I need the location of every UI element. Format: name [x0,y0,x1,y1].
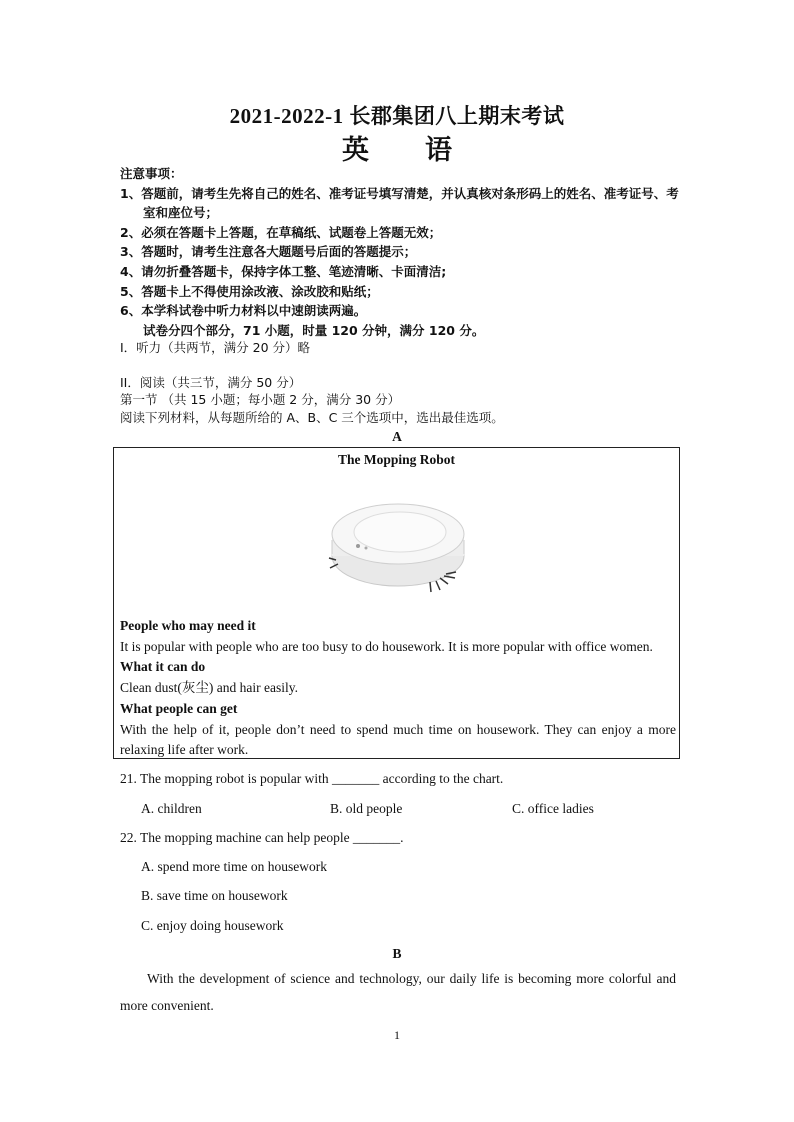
notes-heading: 注意事项： [120,166,183,181]
q22-option-c: C. enjoy doing housework [141,918,284,933]
exam-notes [120,164,690,340]
exam-title: 2021-2022-1 长郡集团八上期末考试 [229,104,565,128]
q21-option-b: B. old people [330,801,403,816]
note-item: 5、答题卡上不得使用涂改液、涂改胶和贴纸； [120,283,379,299]
note-item: 2、必须在答题卡上答题，在草稿纸、试题卷上答题无效； [120,224,442,240]
subject-char-1: 英 [342,135,369,166]
subject-char-2: 语 [425,135,452,166]
q22-option-a: A. spend more time on housework [141,859,327,874]
part2-heading: II．阅读（共三节，满分 50 分） [120,375,302,390]
note-item: 3、答题时，请考生注意各大题题号后面的答题提示； [120,244,417,260]
notes-extra: 试卷分四个部分，71 小题，时量 120 分钟，满分 120 分。 [143,322,485,338]
q21-option-c: C. office ladies [512,801,594,816]
section-heading: What it can do [120,659,206,675]
part2-instruction: 阅读下列材料，从每题所给的 A、B、C 三个选项中，选出最佳选项。 [120,410,504,425]
passage-a-label: A [392,429,402,444]
passage-b-paragraph: With the development of science and technology, our daily life is becoming more colorful and more convenient. [120,971,676,1013]
robot-illustration [328,494,468,602]
passage-a-content [120,616,676,761]
passage-b-label: B [392,946,402,961]
passage-a-title: The Mopping Robot [337,452,456,467]
section-text: Clean dust(灰尘) and hair easily. [120,680,298,696]
question-22: 22. The mopping machine can help people _______. [120,830,404,845]
passage-a-box [113,447,680,759]
section-heading: People who may need it [120,618,256,633]
q21-option-a: A. children [141,801,202,816]
note-item: 6、本学科试卷中听力材料以中速朗读两遍。 [120,303,367,319]
q22-option-b: B. save time on housework [141,888,288,903]
section-text: It is popular with people who are too busy to do housework. It is more popular with office women. [120,638,653,654]
subject-title [0,128,794,167]
note-item: 4、请勿折叠答题卡，保持字体工整、笔迹清晰、卡面清洁; [120,263,447,279]
part1-heading: I．听力（共两节，满分 20 分）略 [120,340,311,355]
section-text: With the help of it, people don’t need to spend much time on housework. They can enjoy a more relaxing life after work. [120,721,676,758]
question-21: 21. The mopping robot is popular with _______ according to the chart. [120,771,504,786]
section-heading: What people can get [120,700,238,716]
part2-section: 第一节 （共 15 小题；每小题 2 分，满分 30 分） [120,392,401,407]
page-number: 1 [394,1028,400,1042]
note-item: 1、答题前，请考生先将自己的姓名、准考证号填写清楚，并认真核对条形码上的姓名、准考证号、考室和座位号； [120,185,679,221]
